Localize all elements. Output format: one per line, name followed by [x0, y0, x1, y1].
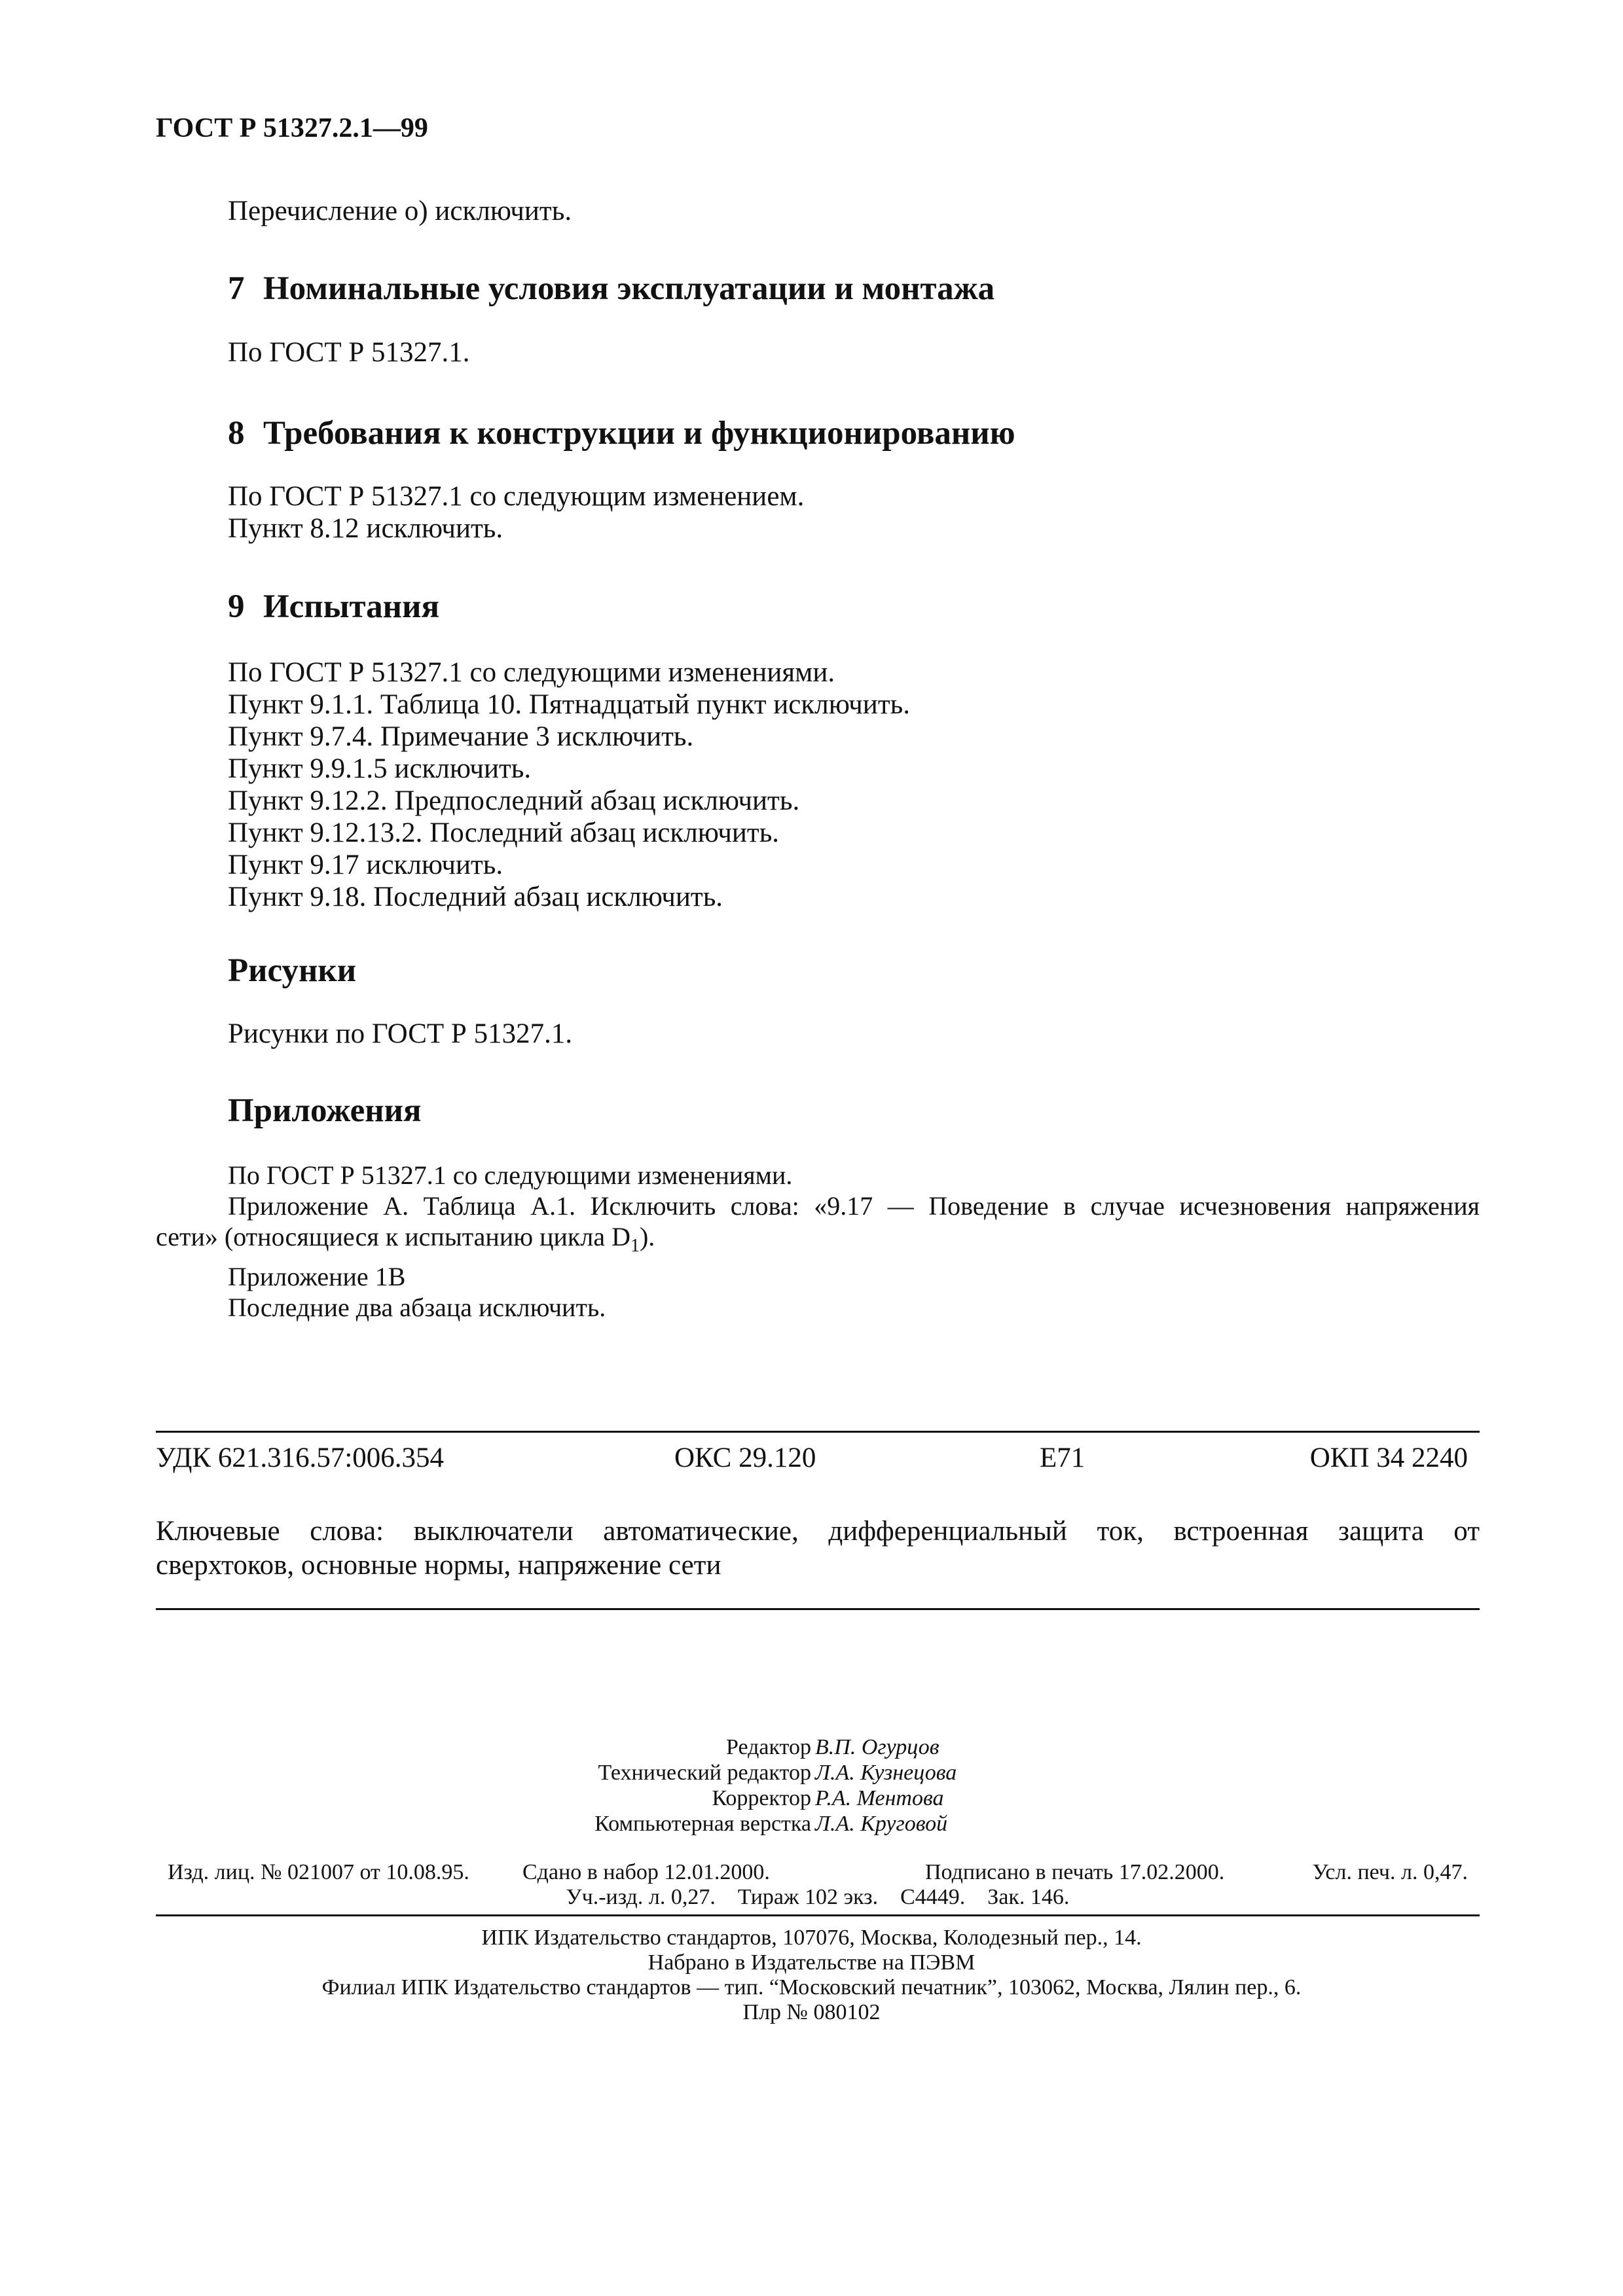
appendices-line: Последние два абзаца исключить.	[228, 1293, 606, 1322]
appendices-line-text: сети» (относящиеся к испытанию цикла D	[156, 1222, 630, 1251]
section-8-line: По ГОСТ Р 51327.1 со следующим изменением.	[228, 481, 805, 512]
section-7-number: 7	[228, 270, 245, 307]
imprint-row-2: Уч.-изд. л. 0,27. Тираж 102 экз. С4449. Зак. 146.	[566, 1885, 1070, 1909]
credit-name: Л.А. Круговой	[815, 1812, 948, 1836]
publisher-line: Набрано в Издательстве на ПЭВМ	[647, 1950, 976, 1975]
figures-text: Рисунки по ГОСТ Р 51327.1.	[228, 1018, 573, 1049]
section-9-line: Пункт 9.1.1. Таблица 10. Пятнадцатый пункт исключить.	[228, 689, 910, 720]
appendices-line: Приложение 1В	[228, 1262, 406, 1291]
imprint	[156, 1860, 1480, 1910]
subscript: 1	[630, 1236, 640, 1256]
section-7-line: По ГОСТ Р 51327.1.	[228, 337, 470, 368]
credit-name: Р.А. Ментова	[815, 1786, 944, 1810]
publisher-line: Филиал ИПК Издательство стандартов — тип. “Московский печатник”, 103062, Москва, Лялин пер., 6.	[321, 1975, 1302, 2000]
section-8-line: Пункт 8.12 исключить.	[228, 513, 503, 544]
section-9-line: Пункт 9.9.1.5 исключить.	[228, 753, 532, 784]
section-9-title: Испытания	[263, 588, 440, 625]
divider	[156, 1608, 1480, 1610]
keywords-line: Ключевые слова: выключатели автоматические, дифференциальный ток, встроенная защита от	[156, 1516, 1480, 1547]
credit-label: Технический редактор	[598, 1761, 811, 1785]
section-9-body	[228, 656, 910, 913]
divider	[156, 1431, 1480, 1433]
credit-row	[0, 1785, 1623, 1811]
section-9-line: Пункт 9.17 исключить.	[228, 850, 503, 880]
appendices-line	[156, 1221, 1480, 1261]
section-8-heading	[228, 414, 1015, 452]
section-8-title: Требования к конструкции и функционированию	[263, 415, 1015, 452]
appendices-body	[156, 1160, 1480, 1323]
divider	[156, 1914, 1480, 1916]
oks-code: ОКС 29.120	[674, 1443, 816, 1473]
credits	[0, 1734, 1623, 1837]
credit-name: В.П. Огурцов	[815, 1735, 939, 1759]
imprint-signed: Подписано в печать 17.02.2000.	[925, 1860, 1225, 1884]
udk-code: УДК 621.316.57:006.354	[156, 1443, 445, 1473]
section-8-number: 8	[228, 415, 245, 452]
publisher-line: Плр № 080102	[742, 2000, 881, 2024]
publisher-info	[0, 1926, 1623, 2025]
group-code: Е71	[1040, 1443, 1085, 1473]
section-9-line: По ГОСТ Р 51327.1 со следующими изменениями.	[228, 657, 835, 688]
section-9-line: Пункт 9.12.2. Предпоследний абзац исключить.	[228, 785, 800, 816]
imprint-license: Изд. лиц. № 021007 от 10.08.95.	[168, 1860, 469, 1884]
appendices-line-text: ).	[639, 1222, 655, 1251]
section-8-body	[228, 480, 804, 545]
credit-row	[0, 1811, 1623, 1837]
publisher-line: ИПК Издательство стандартов, 107076, Москва, Колодезный пер., 14.	[481, 1926, 1142, 1950]
credit-row	[0, 1760, 1623, 1785]
keywords	[156, 1515, 1480, 1583]
section-9-line: Пункт 9.7.4. Примечание 3 исключить.	[228, 721, 694, 752]
credit-label: Компьютерная верстка	[594, 1812, 811, 1836]
credit-label: Редактор	[726, 1735, 811, 1759]
okp-code: ОКП 34 2240	[1309, 1443, 1468, 1473]
appendices-heading: Приложения	[228, 1092, 422, 1129]
section-7-title: Номинальные условия эксплуатации и монтажа	[263, 270, 995, 307]
section-7-body	[228, 336, 470, 368]
section-9-heading	[228, 588, 439, 626]
section-7-heading	[228, 270, 994, 308]
appendices-line: Приложение А. Таблица А.1. Исключить слова: «9.17 — Поведение в случае исчезновения напряжения	[228, 1191, 1480, 1221]
intro-text: Перечисление о) исключить.	[228, 196, 572, 226]
section-9-line: Пункт 9.12.13.2. Последний абзац исключить.	[228, 817, 780, 848]
credit-name: Л.А. Кузнецова	[815, 1761, 957, 1785]
imprint-sheets: Усл. печ. л. 0,47.	[1312, 1860, 1468, 1884]
figures-heading: Рисунки	[228, 952, 357, 989]
credit-row	[0, 1734, 1623, 1760]
imprint-row	[156, 1860, 1480, 1885]
appendices-line: По ГОСТ Р 51327.1 со следующими изменениями.	[228, 1160, 793, 1190]
imprint-typeset: Сдано в набор 12.01.2000.	[522, 1860, 770, 1884]
keywords-line: сверхтоков, основные нормы, напряжение сети	[156, 1550, 721, 1581]
section-9-number: 9	[228, 588, 245, 625]
credit-label: Корректор	[712, 1786, 811, 1810]
section-9-line: Пункт 9.18. Последний абзац исключить.	[228, 882, 723, 912]
document-code: ГОСТ Р 51327.2.1—99	[156, 113, 428, 143]
classification-codes	[156, 1442, 1480, 1479]
